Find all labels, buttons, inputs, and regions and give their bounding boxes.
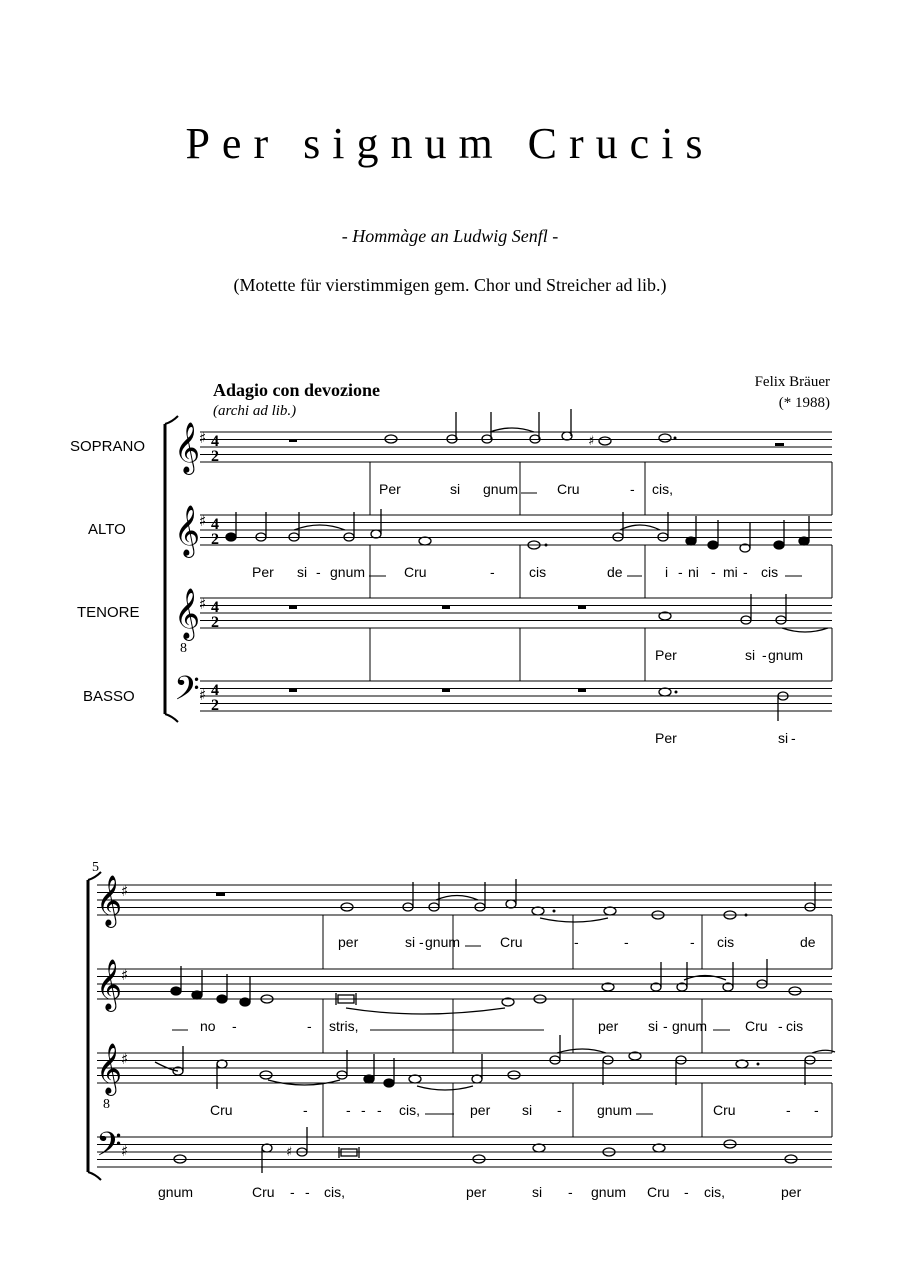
sharp-icon: ♯	[199, 686, 207, 704]
svg-text:gnum: gnum	[591, 1184, 627, 1200]
svg-text:-: -	[743, 564, 748, 580]
voice-label-alto: ALTO	[88, 521, 126, 538]
svg-text:stris,: stris,	[329, 1018, 359, 1034]
time-sig-bottom: 2	[211, 448, 219, 465]
tempo-marking: Adagio con devozione	[213, 380, 381, 400]
instrumentation-note: (archi ad lib.)	[213, 403, 297, 419]
svg-text:-: -	[419, 934, 424, 950]
svg-text:gnum: gnum	[483, 481, 519, 497]
svg-text:-: -	[762, 647, 767, 663]
svg-text:Cru: Cru	[210, 1102, 233, 1118]
svg-text:gnum: gnum	[672, 1018, 708, 1034]
svg-text:-: -	[305, 1184, 310, 1200]
treble-clef-icon: 𝄞	[174, 422, 201, 473]
sharp-icon: ♯	[199, 595, 207, 613]
svg-text:-: -	[232, 1018, 237, 1034]
treble-clef-icon: 𝄞	[96, 959, 123, 1010]
svg-text:cis,: cis,	[704, 1184, 725, 1200]
treble-clef-icon: 𝄞	[174, 588, 201, 639]
svg-text:♯: ♯	[588, 434, 595, 449]
time-sig-bottom: 2	[211, 697, 219, 714]
sharp-icon: ♯	[121, 1050, 129, 1068]
time-sig-bottom: 2	[211, 614, 219, 631]
piece-description: (Motette für vierstimmigen gem. Chor und Streicher ad lib.)	[233, 275, 667, 295]
voice-label-tenore: TENORE	[77, 604, 140, 621]
time-sig-top: 4	[211, 599, 219, 616]
svg-text:-: -	[568, 1184, 573, 1200]
svg-text:Cru: Cru	[745, 1018, 768, 1034]
svg-text:i: i	[665, 564, 669, 580]
measure-number: 5	[92, 860, 99, 875]
svg-text:si: si	[405, 934, 416, 950]
svg-text:cis,: cis,	[324, 1184, 345, 1200]
svg-text:-: -	[316, 564, 321, 580]
svg-text:-: -	[786, 1102, 791, 1118]
svg-text:gnum: gnum	[768, 647, 804, 663]
svg-text:-: -	[690, 934, 695, 950]
rest	[216, 893, 225, 896]
svg-text:cis,: cis,	[399, 1102, 420, 1118]
svg-text:cis: cis	[761, 564, 779, 580]
svg-text:cis: cis	[717, 934, 735, 950]
treble-clef-icon: 𝄞	[96, 1043, 123, 1094]
svg-text:cis: cis	[529, 564, 547, 580]
svg-text:-: -	[711, 564, 716, 580]
sharp-icon: ♯	[121, 882, 129, 900]
svg-text:-: -	[490, 564, 495, 580]
sharp-icon: ♯	[199, 429, 207, 447]
svg-text:cis: cis	[786, 1018, 804, 1034]
svg-text:-: -	[630, 481, 635, 497]
svg-text:mi: mi	[723, 564, 738, 580]
bass-clef-icon: 𝄢	[174, 670, 200, 716]
svg-text:-: -	[377, 1102, 382, 1118]
composer-born: (* 1988)	[778, 395, 830, 411]
voice-label-soprano: SOPRANO	[70, 438, 146, 455]
svg-text:Per: Per	[655, 730, 677, 746]
svg-text:si: si	[450, 481, 461, 497]
svg-text:Cru: Cru	[500, 934, 523, 950]
svg-text:Cru: Cru	[557, 481, 580, 497]
svg-text:-: -	[290, 1184, 295, 1200]
time-sig-top: 4	[211, 682, 219, 699]
svg-text:-: -	[778, 1018, 783, 1034]
svg-text:per: per	[781, 1184, 802, 1200]
svg-text:-: -	[346, 1102, 351, 1118]
svg-text:♯: ♯	[286, 1145, 293, 1160]
svg-text:per: per	[466, 1184, 487, 1200]
svg-text:-: -	[663, 1018, 668, 1034]
svg-text:Cru: Cru	[713, 1102, 736, 1118]
svg-text:per: per	[598, 1018, 619, 1034]
svg-text:si: si	[532, 1184, 543, 1200]
svg-text:-: -	[791, 730, 796, 746]
piece-title: Per signum Crucis	[185, 119, 715, 168]
treble-clef-icon: 𝄞	[96, 875, 123, 926]
svg-text:per: per	[470, 1102, 491, 1118]
svg-text:-: -	[814, 1102, 819, 1118]
voice-label-basso: BASSO	[83, 688, 135, 705]
svg-text:Per: Per	[655, 647, 677, 663]
svg-text:de: de	[800, 934, 816, 950]
svg-text:Per: Per	[379, 481, 401, 497]
clef-octave-marker: 8	[103, 1097, 110, 1112]
time-sig-bottom: 2	[211, 531, 219, 548]
svg-text:-: -	[684, 1184, 689, 1200]
svg-text:-: -	[307, 1018, 312, 1034]
svg-text:si: si	[648, 1018, 659, 1034]
svg-text:-: -	[678, 564, 683, 580]
sharp-icon: ♯	[121, 1142, 129, 1160]
treble-clef-icon: 𝄞	[174, 505, 201, 556]
svg-text:-: -	[361, 1102, 366, 1118]
svg-text:si: si	[745, 647, 756, 663]
svg-text:Per: Per	[252, 564, 274, 580]
svg-text:de: de	[607, 564, 623, 580]
svg-text:Cru: Cru	[252, 1184, 275, 1200]
svg-text:si: si	[297, 564, 308, 580]
svg-text:gnum: gnum	[425, 934, 461, 950]
svg-text:Cru: Cru	[647, 1184, 670, 1200]
svg-text:si: si	[778, 730, 789, 746]
svg-text:-: -	[303, 1102, 308, 1118]
svg-text:gnum: gnum	[158, 1184, 194, 1200]
svg-text:ni: ni	[688, 564, 699, 580]
composer-name: Felix Bräuer	[754, 374, 830, 390]
svg-text:-: -	[624, 934, 629, 950]
time-sig-top: 4	[211, 516, 219, 533]
svg-text:gnum: gnum	[597, 1102, 633, 1118]
svg-text:no: no	[200, 1018, 216, 1034]
bass-clef-icon: 𝄢	[96, 1126, 122, 1172]
svg-text:si: si	[522, 1102, 533, 1118]
svg-text:-: -	[574, 934, 579, 950]
sharp-icon: ♯	[199, 512, 207, 530]
svg-text:per: per	[338, 934, 359, 950]
svg-text:gnum: gnum	[330, 564, 366, 580]
svg-text:Cru: Cru	[404, 564, 427, 580]
time-sig-top: 4	[211, 433, 219, 450]
sharp-icon: ♯	[121, 966, 129, 984]
svg-text:-: -	[557, 1102, 562, 1118]
svg-text:cis,: cis,	[652, 481, 673, 497]
clef-octave-marker: 8	[180, 641, 187, 656]
piece-subtitle: - Hommàge an Ludwig Senfl -	[341, 226, 559, 246]
